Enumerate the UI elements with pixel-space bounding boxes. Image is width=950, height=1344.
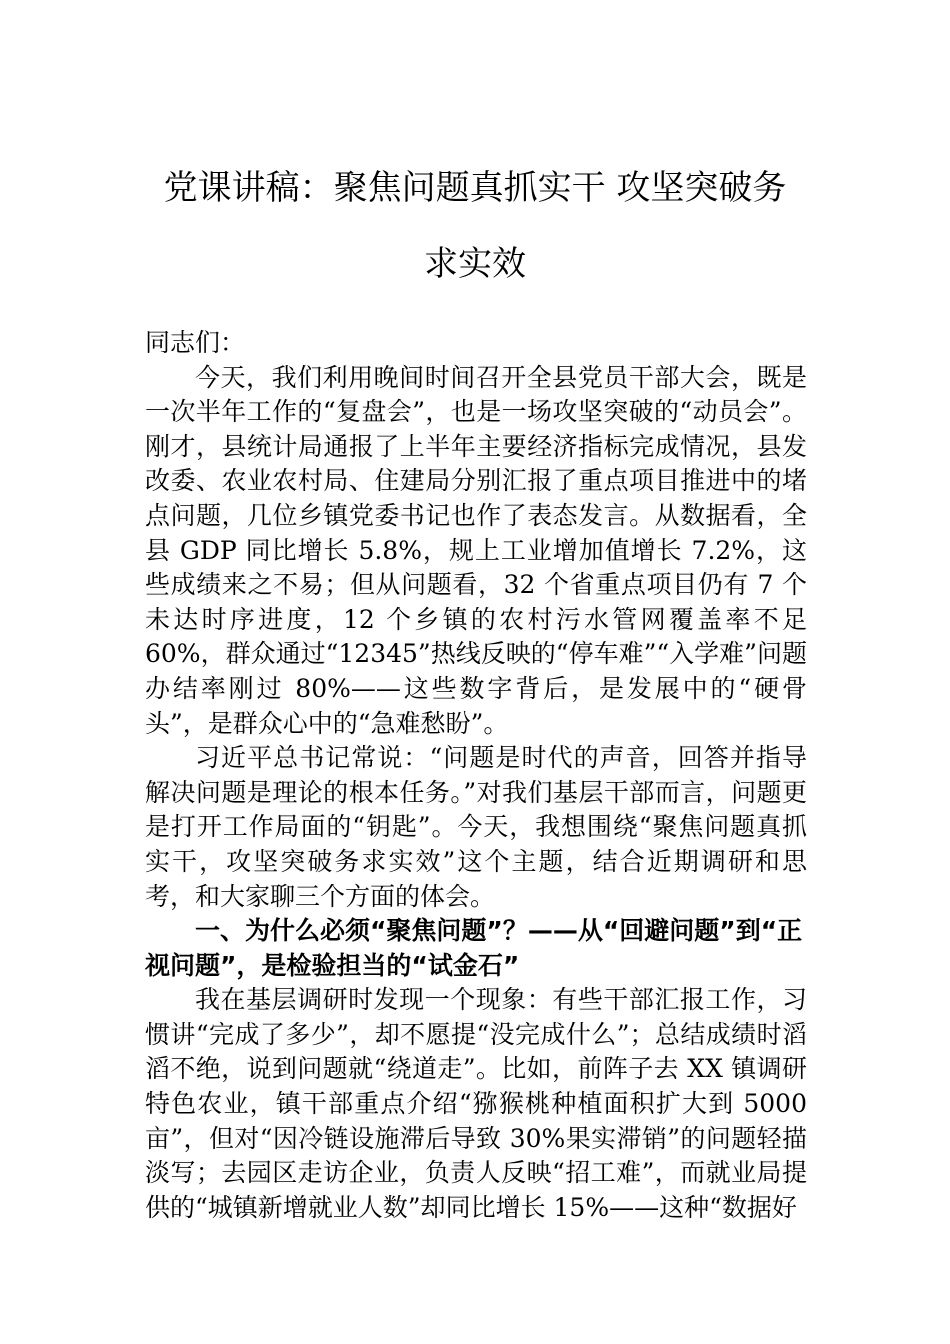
- paragraph-opening: 今天，我们利用晚间时间召开全县党员干部大会，既是一次半年工作的“复盘会”，也是一场攻坚突破的“动员会”。刚才，县统计局通报了上半年主要经济指标完成情况，县发改委、农业农村局、住建局分别汇报了重点项目推进中的堵点问题，几位乡镇党委书记也作了表态发言。从数据看，全县 GDP 同比增长 5.8%，规上工业增加值增长 7.2%，这些成绩来之不易；但从问题看，32 个省重点项目仍有 7 个未达时序进度，12 个乡镇的农村污水管网覆盖率不足 60%，群众通过“12345”热线反映的“停车难”“入学难”问题办结率刚过 80%——这些数字背后，是发展中的“硬骨头”，是群众心中的“急难愁盼”。: [145, 362, 807, 738]
- title-line-1: 党课讲稿：聚焦问题真抓实干 攻坚突破务: [163, 168, 787, 208]
- title-line-2: 求实效: [424, 244, 526, 284]
- section-heading-1: 一、为什么必须“聚焦问题”？——从“回避问题”到“正视问题”，是检验担当的“试金石”: [145, 916, 803, 980]
- salutation: 同志们：: [145, 328, 246, 357]
- paragraph-section-1: 我在基层调研时发现一个现象：有些干部汇报工作，习惯讲“完成了多少”，却不愿提“没完成什么”；总结成绩时滔滔不绝，说到问题就“绕道走”。比如，前阵子去 XX 镇调研特色农业，镇干部重点介绍“猕猴桃种植面积扩大到 5000 亩”，但对“因冷链设施滞后导致 30%果实滞销”的问题轻描淡写；去园区走访企业，负责人反映“招工难”，而就业局提供的“城镇新增就业人数”却同比增长 15%——这种“数据好: [145, 985, 807, 1222]
- document-body: [145, 326, 807, 1225]
- paragraph-quote: 习近平总书记常说：“问题是时代的声音，回答并指导解决问题是理论的根本任务。”对我们基层干部而言，问题更是打开工作局面的“钥匙”。今天，我想围绕“聚焦问题真抓实干，攻坚突破务求实效”这个主题，结合近期调研和思考，和大家聊三个方面的体会。: [145, 743, 807, 911]
- document-title: [110, 150, 840, 302]
